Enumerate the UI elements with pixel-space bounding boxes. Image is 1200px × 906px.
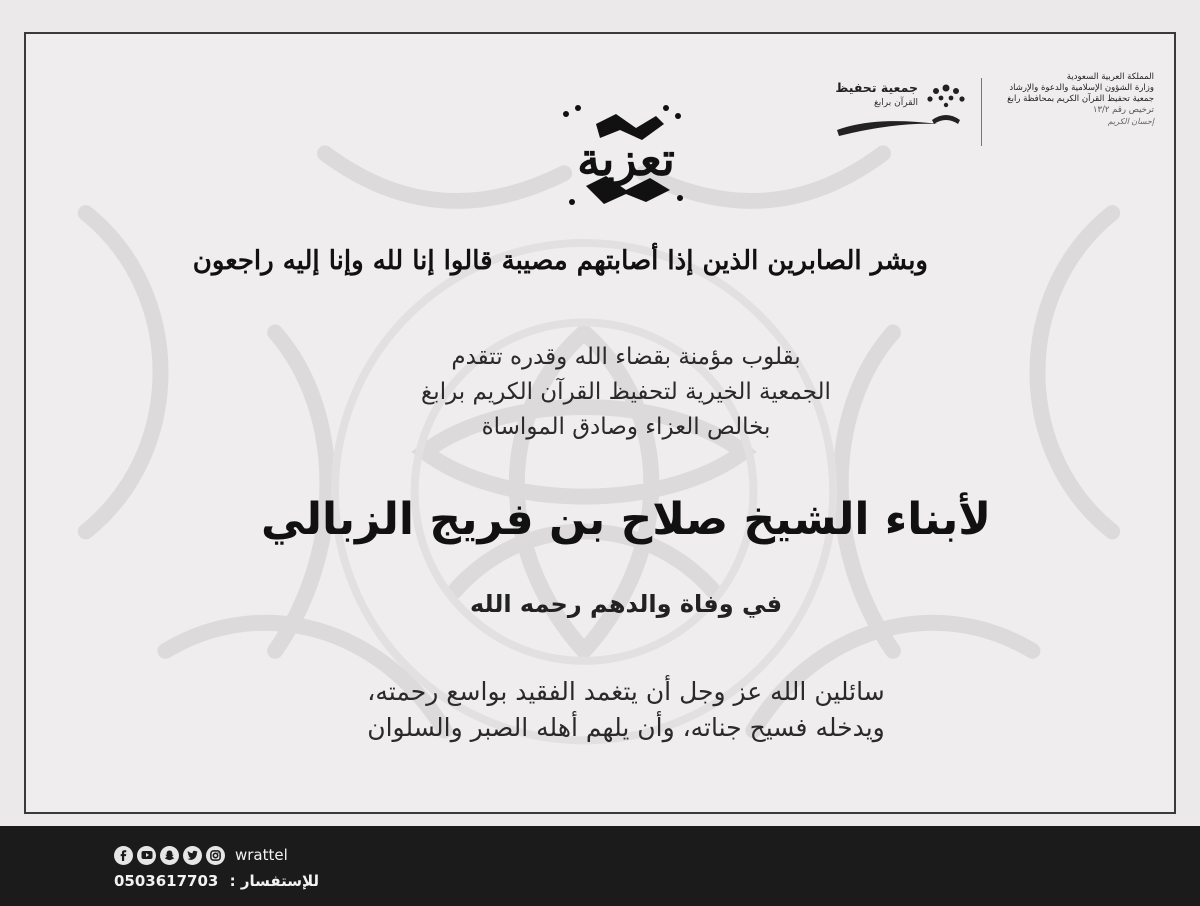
- social-handle[interactable]: wrattel: [235, 846, 288, 864]
- prayer-line: سائلين الله عز وجل أن يتغمد الفقيد بواسع رحمته،: [367, 677, 885, 706]
- intro-line: بخالص العزاء وصادق المواساة: [481, 414, 771, 440]
- condolence-title: [546, 94, 706, 224]
- prayer-text: [286, 674, 966, 746]
- association-subtitle: القرآن برابغ: [874, 98, 918, 108]
- association-swoosh: [835, 112, 940, 138]
- intro-line: بقلوب مؤمنة بقضاء الله وقدره تتقدم: [451, 344, 801, 370]
- occasion-text: في وفاة والدهم رحمه الله: [469, 590, 783, 618]
- snapchat-icon[interactable]: [160, 846, 179, 865]
- contact-label: للإستفسار :: [229, 872, 320, 890]
- social-links: [114, 844, 288, 866]
- contact-info: [114, 872, 319, 890]
- facebook-icon[interactable]: [114, 846, 133, 865]
- signature: إحسان الكريم: [1107, 117, 1154, 126]
- gov-line: وزارة الشؤون الإسلامية والدعوة والإرشاد: [1009, 83, 1154, 93]
- footer-bar: [0, 826, 1200, 906]
- prayer-line: ويدخله فسيح جناته، وأن يلهم أهله الصبر والسلوان: [367, 713, 885, 742]
- youtube-icon[interactable]: [137, 846, 156, 865]
- license-number: ترخيص رقم ١٣/٢: [1092, 105, 1154, 115]
- header-divider: [981, 78, 982, 146]
- header-logos: [834, 68, 1154, 158]
- intro-text: [326, 340, 926, 445]
- instagram-icon[interactable]: [206, 846, 225, 865]
- ministry-logo-text: [994, 72, 1154, 127]
- phone-number[interactable]: 0503617703: [114, 872, 219, 890]
- honoree-name: لأبناء الشيخ صلاح بن فريج الزبالي: [260, 494, 992, 545]
- quran-verse: وبشر الصابرين الذين إذا أصابتهم مصيبة قالوا إنا لله وإنا إليه راجعون: [192, 246, 928, 276]
- association-logo: [834, 76, 970, 146]
- condolence-card: [24, 32, 1176, 814]
- title-text: تعزية: [577, 132, 675, 186]
- gov-line: المملكة العربية السعودية: [1066, 72, 1154, 82]
- gov-line: جمعية تحفيظ القرآن الكريم بمحافظة رابغ: [1007, 94, 1154, 104]
- association-name: جمعية تحفيظ: [835, 80, 918, 95]
- intro-line: الجمعية الخيرية لتحفيظ القرآن الكريم برابغ: [421, 379, 831, 405]
- twitter-icon[interactable]: [183, 846, 202, 865]
